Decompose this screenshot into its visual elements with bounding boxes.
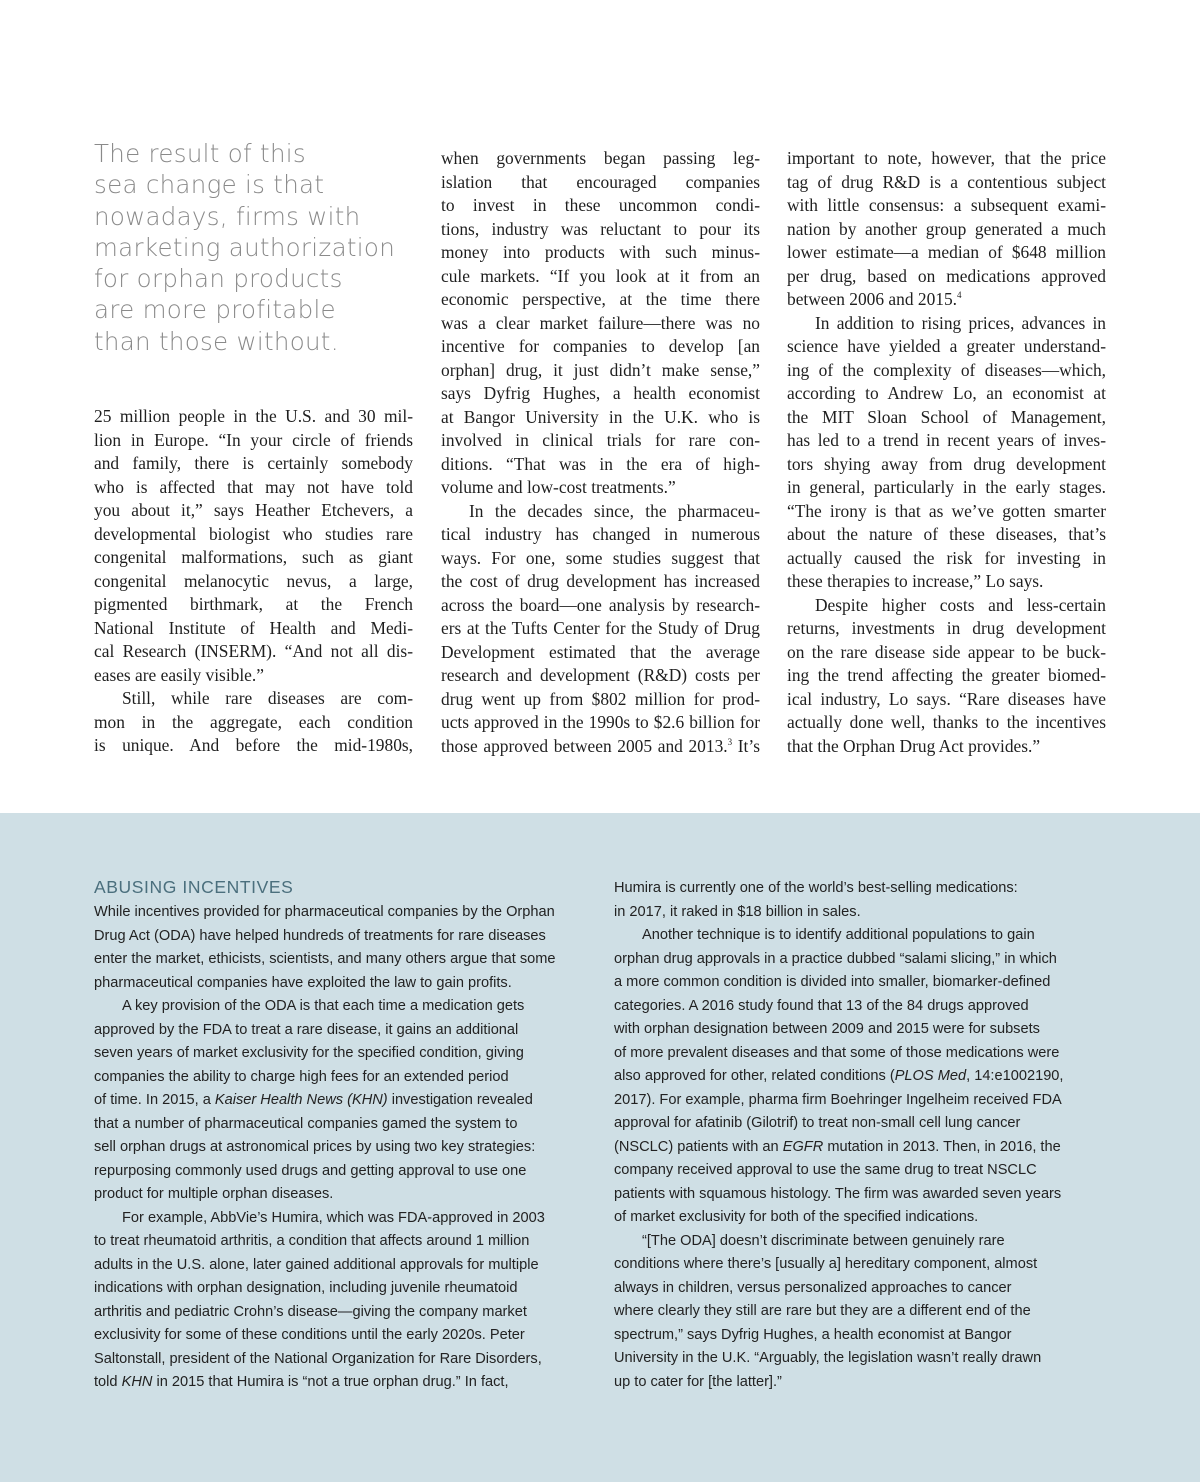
text-line: While incentives provided for pharmaceutical companies by the Orphan: [94, 904, 555, 920]
text-line: indications with orphan designation, including juvenile rheumatoid: [94, 1280, 518, 1296]
text-line: Despite higher costs and less-certain: [815, 594, 1106, 615]
text-line: [441, 735, 760, 759]
pull-quote-line: than those without.: [94, 326, 339, 356]
text-line: ing of the complexity of diseases—which,: [787, 359, 1106, 380]
text-line: actually done well, thanks to the incentives: [787, 712, 1106, 732]
text-line: mon in the aggregate, each condition: [94, 711, 413, 732]
text-line: For example, AbbVie’s Humira, which was FDA-approved in 2003: [122, 1209, 545, 1226]
text-line: involved in clinical trials for rare con-: [441, 430, 760, 450]
article-column-1: [94, 405, 413, 758]
publication-name: Kaiser Health News (KHN): [214, 1092, 388, 1108]
text-line: seven years of market exclusivity for the specified condition, giving: [94, 1045, 524, 1061]
text-line: drug went up from $802 million for prod-: [441, 688, 760, 709]
text-line: cule markets. “If you look at it from an: [441, 265, 760, 286]
text-line: arthritis and pediatric Crohn’s disease—giving the company market: [94, 1303, 527, 1320]
text-line: ucts approved in the 1990s to $2.6 billion for: [441, 712, 760, 732]
text-line: pharmaceutical companies have exploited the law to gain profits.: [94, 974, 512, 991]
text-run: It’s: [732, 735, 760, 756]
text-line: up to cater for [the latter].”: [614, 1373, 782, 1390]
text-line: of more prevalent diseases and that some of those medications were: [614, 1044, 1060, 1061]
text-line: at Bangor University in the U.K. who is: [441, 406, 760, 427]
footnote-ref: 3: [727, 736, 733, 747]
text-line: [787, 288, 1106, 312]
text-line: tions, industry was reluctant to pour its: [441, 218, 760, 239]
pull-quote-line: marketing authorization: [94, 232, 396, 262]
text-line: these therapies to increase,” Lo says.: [787, 571, 1044, 591]
text-line: always in children, versus personalized approaches to cancer: [614, 1279, 1012, 1296]
text-run: investigation revealed: [387, 1092, 533, 1108]
text-run: in 2015 that Humira is “not a true orphan drug.” In fact,: [152, 1374, 509, 1390]
text-line: who is affected that may not have told: [94, 476, 413, 497]
text-run: , 14:e1002190,: [966, 1068, 1064, 1084]
text-line: research and development (R&D) costs per: [441, 665, 760, 685]
text-line: incentive for companies to develop [an: [441, 336, 760, 356]
pull-quote: [94, 138, 416, 357]
text-line: developmental biologist who studies rare: [94, 523, 413, 544]
text-line: important to note, however, that the price: [787, 148, 1106, 168]
text-line: tors shying away from drug development: [787, 453, 1106, 474]
pull-quote-line: are more profitable: [94, 295, 336, 325]
text-line: lion in Europe. “In your circle of friends: [94, 429, 413, 450]
text-line: in 2017, it raked in $18 billion in sales.: [614, 903, 861, 920]
text-line: eases are easily visible.”: [94, 664, 264, 685]
text-line: and family, there is certainly somebody: [94, 453, 413, 473]
text-line: Saltonstall, president of the National Organization for Rare Disorders,: [94, 1350, 542, 1367]
text-line: across the board—one analysis by research-: [441, 594, 760, 615]
footnote-ref: 4: [957, 290, 962, 300]
text-line: on the rare disease side appear to be buck-: [787, 641, 1106, 662]
text-line: National Institute of Health and Medi-: [94, 617, 413, 638]
text-line: University in the U.K. “Arguably, the legislation wasn’t really drawn: [614, 1350, 1042, 1366]
text-line: ical industry, Lo says. “Rare diseases have: [787, 688, 1106, 709]
text-line: where clearly they still are rare but they are a different end of the: [614, 1303, 1031, 1319]
text-run: (NSCLC) patients with an: [614, 1138, 783, 1155]
text-line: that a number of pharmaceutical companies gamed the system to: [94, 1115, 518, 1132]
text-line: [94, 1371, 594, 1395]
text-line: volume and low-cost treatments.”: [441, 477, 676, 497]
text-run: also approved for other, related conditions (: [614, 1068, 895, 1084]
text-line: repurposing commonly used drugs and getting approval to use one: [94, 1162, 527, 1179]
text-line: has led to a trend in recent years of inves-: [787, 430, 1106, 450]
text-line: Humira is currently one of the world’s best-selling medications:: [614, 880, 1018, 896]
text-line: to invest in these uncommon condi-: [441, 195, 760, 215]
text-line: ways. For one, some studies suggest that: [441, 547, 760, 568]
text-line: spectrum,” says Dyfrig Hughes, a health economist at Bangor: [614, 1326, 1012, 1343]
text-line: Another technique is to identify additional populations to gain: [642, 927, 1035, 943]
text-run: those approved between 2005 and 2013.: [441, 735, 728, 756]
text-line: categories. A 2016 study found that 13 of the 84 drugs approved: [614, 997, 1029, 1014]
text-line: patients with squamous histology. The firm was awarded seven years: [614, 1185, 1062, 1202]
text-line: approved by the FDA to treat a rare disease, it gains an additional: [94, 1021, 519, 1038]
text-line: Still, while rare diseases are com-: [122, 688, 413, 708]
text-run: between 2006 and 2015.: [787, 289, 958, 309]
text-line: conditions where there’s [usually a] hereditary component, almost: [614, 1256, 1038, 1272]
text-line: congenital malformations, such as giant: [94, 547, 413, 567]
text-line: “The irony is that as we’ve gotten smarter: [787, 500, 1106, 521]
text-line: congenital melanocytic nevus, a large,: [94, 570, 413, 591]
text-line: you about it,” says Heather Etchevers, a: [94, 500, 413, 520]
pull-quote-line: nowadays, firms with: [94, 201, 361, 231]
text-line: that the Orphan Drug Act provides.”: [787, 735, 1041, 756]
text-line: adults in the U.S. alone, later gained additional approvals for multiple: [94, 1256, 539, 1273]
text-line: [614, 1065, 1114, 1089]
text-line: ers at the Tufts Center for the Study of Drug: [441, 618, 760, 638]
text-line: 2017). For example, pharma firm Boehringer Ingelheim received FDA: [614, 1091, 1062, 1108]
text-line: of market exclusivity for both of the specified indications.: [614, 1209, 979, 1225]
pull-quote-line: for orphan products: [94, 264, 343, 294]
text-line: orphan drug approvals in a practice dubbed “salami slicing,” in which: [614, 950, 1057, 967]
text-line: sell orphan drugs at astronomical prices by using two key strategies:: [94, 1139, 536, 1155]
text-line: about the nature of these diseases, that’s: [787, 524, 1106, 544]
text-line: actually caused the risk for investing in: [787, 547, 1106, 568]
text-line: ing the trend affecting the greater biomed-: [787, 665, 1106, 685]
text-line: 25 million people in the U.S. and 30 mil-: [94, 406, 413, 426]
text-line: orphan] drug, it just didn’t make sense,”: [441, 359, 760, 380]
text-line: exclusivity for some of these conditions until the early 2020s. Peter: [94, 1327, 525, 1343]
text-line: a more common condition is divided into smaller, biomarker-defined: [614, 974, 1051, 990]
text-line: “[The ODA] doesn’t discriminate between genuinely rare: [642, 1232, 1005, 1249]
text-line: tical industry has changed in numerous: [441, 524, 760, 544]
text-line: the MIT Sloan School of Management,: [787, 406, 1106, 427]
pull-quote-line: The result of this: [94, 139, 306, 168]
text-line: islation that encouraged companies: [441, 171, 760, 192]
text-line: In addition to rising prices, advances in: [815, 312, 1106, 333]
text-line: science have yielded a greater understand-: [787, 336, 1106, 356]
text-line: companies the ability to charge high fees for an extended period: [94, 1068, 509, 1085]
text-line: enter the market, ethicists, scientists, and many others argue that some: [94, 951, 556, 967]
text-line: Drug Act (ODA) have helped hundreds of treatments for rare diseases: [94, 927, 546, 944]
sidebar-title: ABUSING INCENTIVES: [94, 877, 294, 897]
text-line: lower estimate—a median of $648 million: [787, 242, 1106, 262]
text-line: [614, 1136, 1114, 1160]
text-line: according to Andrew Lo, an economist at: [787, 383, 1106, 403]
text-line: [94, 1089, 594, 1113]
text-line: tag of drug R&D is a contentious subject: [787, 171, 1106, 192]
text-line: pigmented birthmark, at the French: [94, 594, 413, 614]
text-line: cal Research (INSERM). “And not all dis-: [94, 641, 413, 661]
text-line: was a clear market failure—there was no: [441, 312, 760, 333]
text-line: A key provision of the ODA is that each time a medication gets: [122, 998, 525, 1014]
publication-name: KHN: [121, 1374, 153, 1390]
text-line: Development estimated that the average: [441, 641, 760, 662]
text-line: says Dyfrig Hughes, a health economist: [441, 383, 760, 403]
text-line: with little consensus: a subsequent exami-: [787, 195, 1106, 215]
text-line: returns, investments in drug development: [787, 618, 1106, 638]
text-line: per drug, based on medications approved: [787, 265, 1106, 286]
text-run: told: [94, 1374, 122, 1390]
text-line: approval for afatinib (Gilotrif) to treat non-small cell lung cancer: [614, 1115, 1021, 1131]
article-column-2: [441, 147, 760, 758]
sidebar-column-2: [614, 877, 1114, 1394]
text-line: the cost of drug development has increased: [441, 571, 760, 591]
text-line: nation by another group generated a much: [787, 218, 1106, 239]
pull-quote-line: sea change is that: [94, 170, 325, 200]
text-line: with orphan designation between 2009 and 2015 were for subsets: [614, 1021, 1040, 1037]
text-line: in general, particularly in the early stages.: [787, 477, 1106, 497]
text-line: product for multiple orphan diseases.: [94, 1186, 334, 1202]
text-run: of time. In 2015, a: [94, 1092, 215, 1108]
text-line: In the decades since, the pharmaceu-: [469, 500, 760, 521]
text-line: to treat rheumatoid arthritis, a condition that affects around 1 million: [94, 1233, 530, 1249]
text-line: company received approval to use the same drug to treat NSCLC: [614, 1162, 1037, 1178]
text-line: economic perspective, at the time there: [441, 289, 760, 309]
sidebar-column-1: [94, 901, 594, 1395]
journal-name: PLOS Med: [894, 1068, 967, 1084]
text-line: money into products with such minus-: [441, 242, 760, 262]
gene-name: EGFR: [782, 1138, 824, 1155]
text-line: ditions. “That was in the era of high-: [441, 453, 760, 474]
article-column-3: [787, 147, 1106, 758]
text-line: when governments began passing leg-: [441, 148, 760, 168]
text-line: is unique. And before the mid-1980s,: [94, 735, 413, 755]
text-run: mutation in 2013. Then, in 2016, the: [823, 1138, 1061, 1155]
